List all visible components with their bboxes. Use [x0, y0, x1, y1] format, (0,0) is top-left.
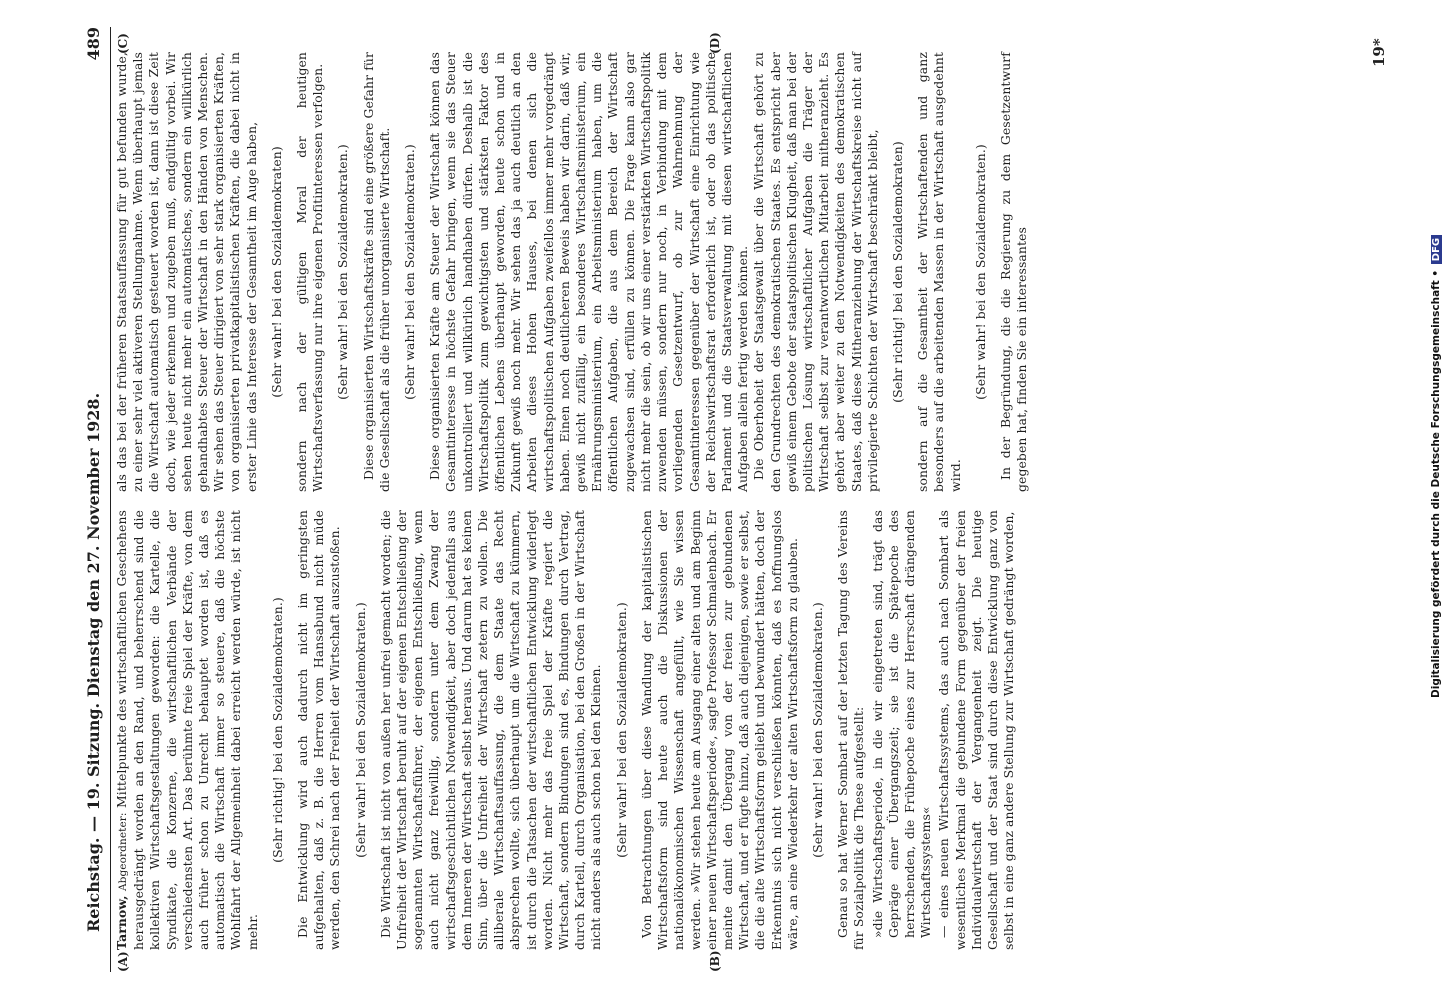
running-head: Reichstag. — 19. Sitzung. Dienstag den 27. November 1928.	[84, 392, 103, 932]
paragraph: Die Entwicklung wird auch dadurch nicht im geringsten aufgehalten, daß z. B. die Herren vom Hansabund nicht müde werden, den Schrei nach der Freiheit der Wirtschaft auszustoßen.	[295, 510, 343, 950]
left-column	[114, 510, 1384, 950]
signature-mark: 19*	[1370, 38, 1388, 67]
interjection: (Sehr wahr! bei den Sozialdemokraten.)	[352, 602, 368, 858]
margin-letter-d: (D)	[708, 32, 722, 54]
right-column	[114, 52, 1384, 492]
interjection: (Sehr richtig! bei den Sozialdemokraten)	[889, 141, 905, 403]
paragraph: Die Wirtschaft ist nicht von außen her unfrei gemacht worden; die Unfreiheit der Wirtschaft beruht auf der eigenen Entschließung der sogenannten Wirtschaftsführer, der eigenen Entschließung, wenn auch nicht ganz freiwillig, sondern unter dem Zwang der wirtschaftsgeschichtlichen Notwendigkeit, aber doch jedenfalls aus dem Inneren der Wirtschaft selbst heraus. Und darum hat es keinen Sinn, über die Unfreiheit der Wirtschaft zetern zu wollen. Die alliberale Wirtschaftsauffassung, die dem Staate das Recht absprechen wollte, sich überhaupt um die Wirtschaft zu kümmern, ist durch die Tatsachen der wirtschaftlichen Entwicklung widerlegt worden. Nicht mehr das freie Spiel der Kräfte regiert die Wirtschaft, sondern Bindungen sind es, Bindungen durch Vertrag, durch Kartell, durch Organisation, bei den Großen in der Wirtschaft nicht anders als auch schon bei den Kleinen.	[377, 510, 604, 950]
interjection: (Sehr wahr! bei den Sozialdemokraten)	[268, 146, 284, 398]
paragraph: als das bei der früheren Staatsauffassung für gut befunden wurde, zu einer sehr viel aktiveren Stellungnahme. Wenn überhaupt jemals die Wirtschaft automatisch gesteuert worden ist, dann ist diese Zeit doch, wie jeder erkennen und zugeben muß, endgültig vorbei. Wir sehen heute nicht mehr ein automatisches, sondern ein willkürlich gehandhabtes Steuer der Wirtschaft in den Händen von Menschen. Wir sehen das Steuer dirigiert von sehr stark organisierten Kräften, von organisierten privatkapitalistischen Kräften, die dabei nicht in erster Linie das Interesse der Gesamtheit im Auge haben,	[114, 52, 259, 492]
paragraph: sondern nach der gültigen Moral der heutigen Wirtschaftsverfassung nur ihre eigenen Profitinteressen verfolgen.	[294, 52, 326, 492]
paragraph: Die Oberhoheit der Staatsgewalt über die Wirtschaft gehört zu den Grundrechten des demokratischen Staates. Es entspricht aber gewiß einem Gebote der staatspolitischen Klugheit, daß man bei der politischen Lösung wirtschaftlicher Aufgaben die Träger der Wirtschaft selbst zur verantwortlichen Mitarbeit mitheranzieht. Es gehört aber weiter zu den Notwendigkeiten des demokratischen Staates, daß diese Mitheranziehung der Wirtschaftskreise nicht auf privilegierte Schichten der Wirtschaft beschränkt bleibt,	[751, 52, 880, 492]
interjection: (Sehr wahr! bei den Sozialdemokraten.)	[972, 144, 988, 400]
speaker-name: Tarnow,	[114, 895, 129, 950]
digitization-notice	[1412, 8, 1442, 698]
digitization-text: Digitalisierung gefördert durch die Deutsche Forschungsgemeinschaft •	[1430, 269, 1442, 698]
interjection: (Sehr wahr! bei den Sozialdemokraten.)	[335, 144, 351, 400]
paragraph: — eines neuen Wirtschaftssystems, das auch nach Sombart als wesentliches Merkmal die gebundene Form gegenüber der freien Individualwirtschaft der Vergangenheit zeigt. Die heutige Gesellschaft und der Staat sind durch diese Entwicklung ganz von selbst in eine ganz andere Stellung zur Wirtschaft gedrängt worden,	[936, 510, 1017, 950]
document-page	[80, 27, 1390, 972]
page-number: 489	[84, 27, 103, 61]
speaker-role: Abgeordneter:	[117, 812, 129, 892]
paragraph-text: Mittelpunkte des wirtschaftlichen Geschehens herausgedrängt worden an den Rand, und beherrschend sind die kollektiven Wirtschaftsgestaltungen geworden: die Kartelle, die Syndikate, die Konzerne, die wirtschaftlichen Verbände der verschiedensten Art. Das berühmte freie Spiel der Kräfte, von dem auch früher schon zu Unrecht behauptet worden ist, daß es automatisch die Wirtschaft immer so steuere, daß die höchste Wohlfahrt der Allgemeinheit dabei erreicht werden würde, ist nicht mehr.	[114, 510, 260, 950]
dfg-logo: DFG	[1431, 235, 1442, 264]
paragraph: Diese organisierten Kräfte am Steuer der Wirtschaft können das Gesamtinteresse in höchste Gefahr bringen, wenn sie das Steuer unkontrolliert und willkürlich handhaben dürfen. Deshalb ist die Wirtschaftspolitik zum gewichtigsten und stärksten Faktor des öffentlichen Lebens überhaupt geworden, heute schon und in Zukunft gewiß noch mehr. Wir sehen das ja auch deutlich an den Arbeiten dieses Hohen Hauses, bei denen sich die wirtschaftspolitischen Aufgaben zweifellos immer mehr vorgedrängt haben. Einen noch deutlicheren Beweis haben wir darin, daß wir, gewiß nicht zufällig, ein besonderes Wirtschaftsministerium, ein Ernährungsministerium, ein Arbeitsministerium haben, um die öffentlichen Aufgaben, die aus dem Bereich der Wirtschaft zugewachsen sind, erfüllen zu können. Die Frage kann also gar nicht mehr die sein, ob wir uns einer verstärkten Wirtschaftspolitik zuwenden müssen, sondern nur noch, in Verbindung mit dem vorliegenden Gesetzentwurf, ob zur Wahrnehmung der Gesamtinteressen gegenüber der Wirtschaft eine Einrichtung wie der Reichswirtschaftsrat erforderlich ist, oder ob das politische Parlament und die Staatsverwaltung mit diesen wirtschaftlichen Aufgaben allein fertig werden können.	[427, 52, 751, 492]
interjection: (Sehr wahr! bei den Sozialdemokraten.)	[613, 602, 629, 858]
paragraph: Von Betrachtungen über diese Wandlung der kapitalistischen Wirtschaftsform sind heute auch die Diskussionen der nationalökonomischen Wissenschaft angefüllt, wie Sie wissen werden. »Wir stehen heute am Ausgang einer alten und am Beginn einer neuen Wirtschaftsperiode«, sagte Professor Schmalenbach. Er meinte damit den Übergang von der freien zur gebundenen Wirtschaft, und er fügte hinzu, daß auch diejenigen, sowie er selbst, die die alte Wirtschaftsform geliebt und bewundert hätten, doch der Erkenntnis sich nicht verschließen könnten, daß es hoffnungslos wäre, an eine Wiederkehr der alten Wirtschaftsform zu glauben.	[638, 510, 800, 950]
paragraph: sondern auf die Gesamtheit der Wirtschaftenden und ganz besonders auf die arbeitenden Massen in der Wirtschaft ausgedehnt wird.	[915, 52, 963, 492]
paragraph	[114, 510, 261, 950]
margin-letter-a: (A)	[116, 951, 130, 972]
margin-letter-b: (B)	[708, 950, 722, 972]
interjection: (Sehr richtig! bei den Sozialdemokraten.)	[269, 597, 285, 863]
paragraph: Genau so hat Werner Sombart auf der letzten Tagung des Vereins für Sozialpolitik die These aufgestellt:	[835, 510, 867, 950]
margin-letter-c: (C)	[116, 33, 130, 54]
interjection: (Sehr wahr! bei den Sozialdemokraten.)	[402, 144, 418, 400]
paragraph: In der Begründung, die die Regierung zu dem Gesetzentwurf gegeben hat, finden Sie ein interessantes	[997, 52, 1030, 492]
quotation: »die Wirtschaftsperiode, in die wir eingetreten sind, trägt das Gepräge einer Übergangszeit; sie ist die Spätepoche des herrschenden, die Frühepoche eines zur Herrschaft drängenden Wirtschaftssystems«	[869, 510, 934, 938]
paragraph: Diese organisierten Wirtschaftskräfte sind eine größere Gefahr für die Gesellschaft als die früher unorganisierte Wirtschaft.	[360, 52, 392, 492]
interjection: (Sehr wahr! bei den Sozialdemokraten.)	[809, 602, 825, 858]
page-header	[80, 27, 111, 972]
